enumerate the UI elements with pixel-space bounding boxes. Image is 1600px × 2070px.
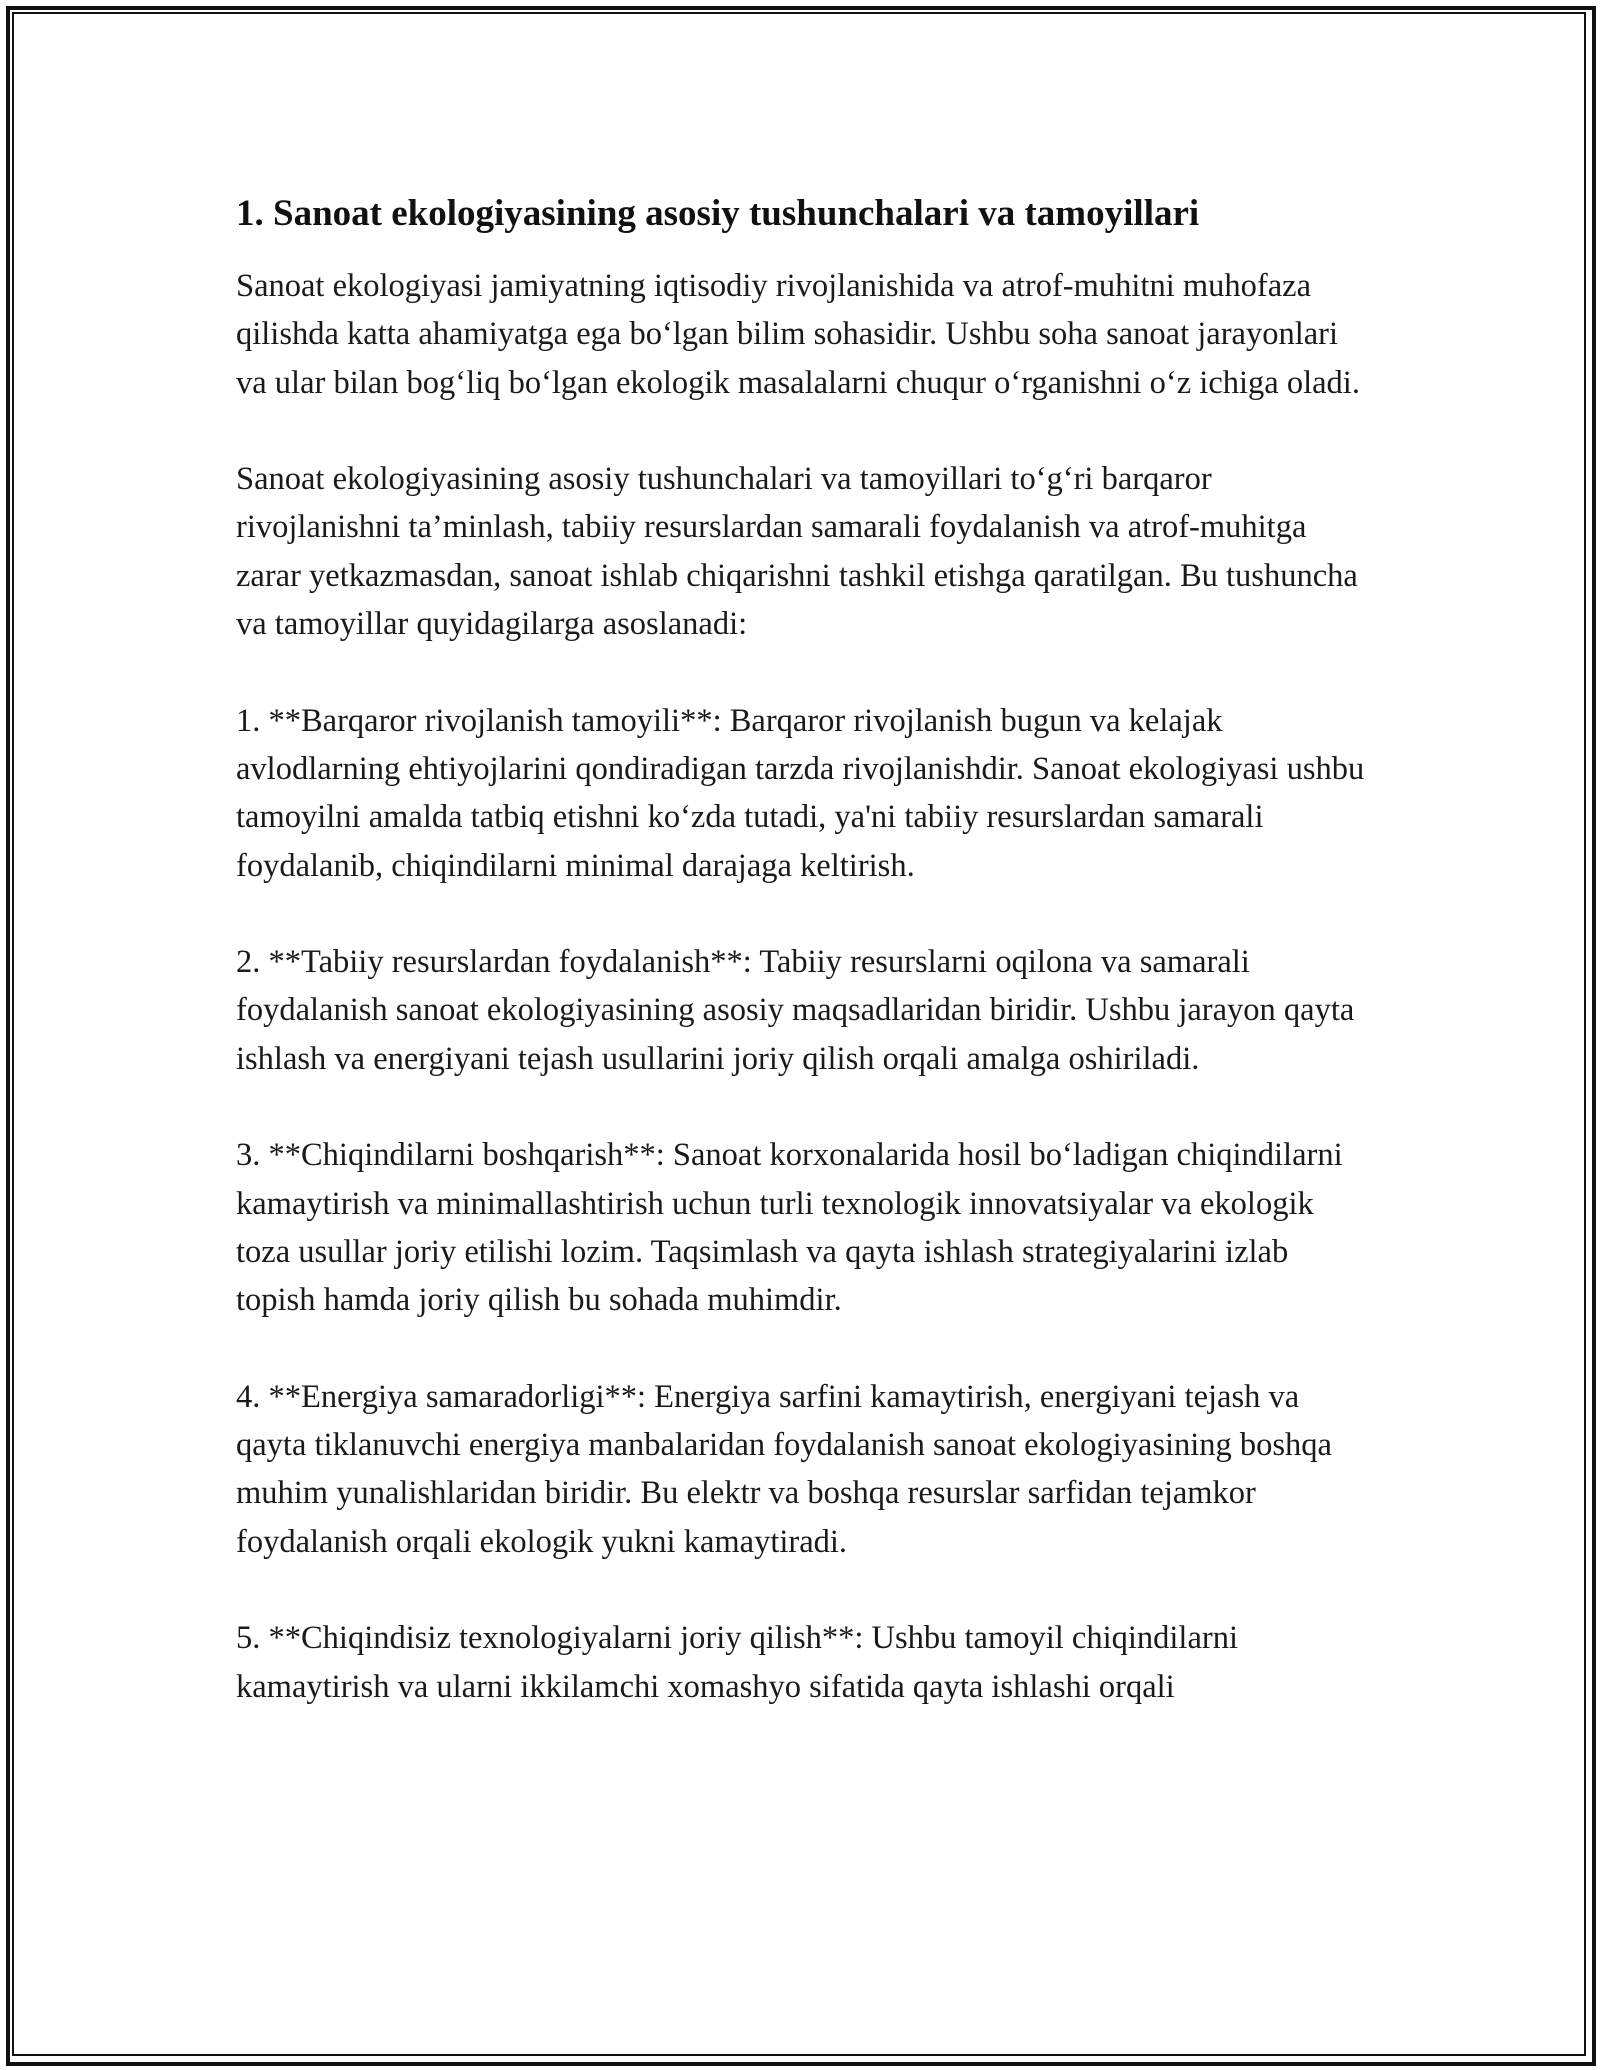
list-item-natural-resources: 2. **Tabiiy resurslardan foydalanish**: Tabiiy resurslarni oqilona va samarali foydalanish sanoat ekologiyasining asosiy maqsadlaridan biridir. Ushbu jarayon qayta ishlash va energiyani tejash usullarini joriy qilish orqali amalga oshiriladi. [236, 944, 1355, 1077]
paragraph-overview: Sanoat ekologiyasining asosiy tushunchalari va tamoyillari to‘g‘ri barqaror rivojlanishni ta’minlash, tabiiy resurslardan samarali foydalanish va atrof-muhitga zarar yetkazmasdan, sanoat ishlab chiqarishni tashkil etishga qaratilgan. Bu tushuncha va tamoyillar quyidagilarga asoslanadi: [236, 461, 1358, 643]
list-item-sustainable-development: 1. **Barqaror rivojlanish tamoyili**: Barqaror rivojlanish bugun va kelajak avlodlarning ehtiyojlarini qondiradigan tarzda rivojlanishdir. Sanoat ekologiyasi ushbu tamoyilni amalda tatbiq etishni ko‘zda tutadi, ya'ni tabiiy resurslardan samarali foydalanib, chiqindilarni minimal darajaga keltirish. [236, 702, 1365, 884]
paragraph-intro: Sanoat ekologiyasi jamiyatning iqtisodiy rivojlanishida va atrof-muhitni muhofaza qilishda katta ahamiyatga ega bo‘lgan bilim sohasidir. Ushbu soha sanoat jarayonlari va ular bilan bog‘liq bo‘lgan ekologik masalalarni chuqur o‘rganishni o‘z ichiga oladi. [236, 268, 1360, 401]
list-item-wasteless-technologies: 5. **Chiqindisiz texnologiyalarni joriy qilish**: Ushbu tamoyil chiqindilarni kamaytirish va ularni ikkilamchi xomashyo sifatida qayta ishlashi orqali [236, 1620, 1238, 1705]
list-item-energy-efficiency: 4. **Energiya samaradorligi**: Energiya sarfini kamaytirish, energiyani tejash va qayta tiklanuvchi energiya manbalaridan foydalanish sanoat ekologiyasining boshqa muhim yunalishlaridan biridir. Bu elektr va boshqa resurslar sarfidan tejamkor foydalanish orqali ekologik yukni kamaytiradi. [236, 1378, 1332, 1560]
list-item-waste-management: 3. **Chiqindilarni boshqarish**: Sanoat korxonalarida hosil bo‘ladigan chiqindilarni kamaytirish va minimallashtirish uchun turli texnologik innovatsiyalar va ekologik toza usullar joriy etilishi lozim. Taqsimlash va qayta ishlash strategiyalarini izlab topish hamda joriy qilish bu sohada muhimdir. [236, 1137, 1343, 1319]
document-body [236, 186, 1366, 1759]
section-heading: 1. Sanoat ekologiyasining asosiy tushunchalari va tamoyillari [236, 193, 1200, 234]
